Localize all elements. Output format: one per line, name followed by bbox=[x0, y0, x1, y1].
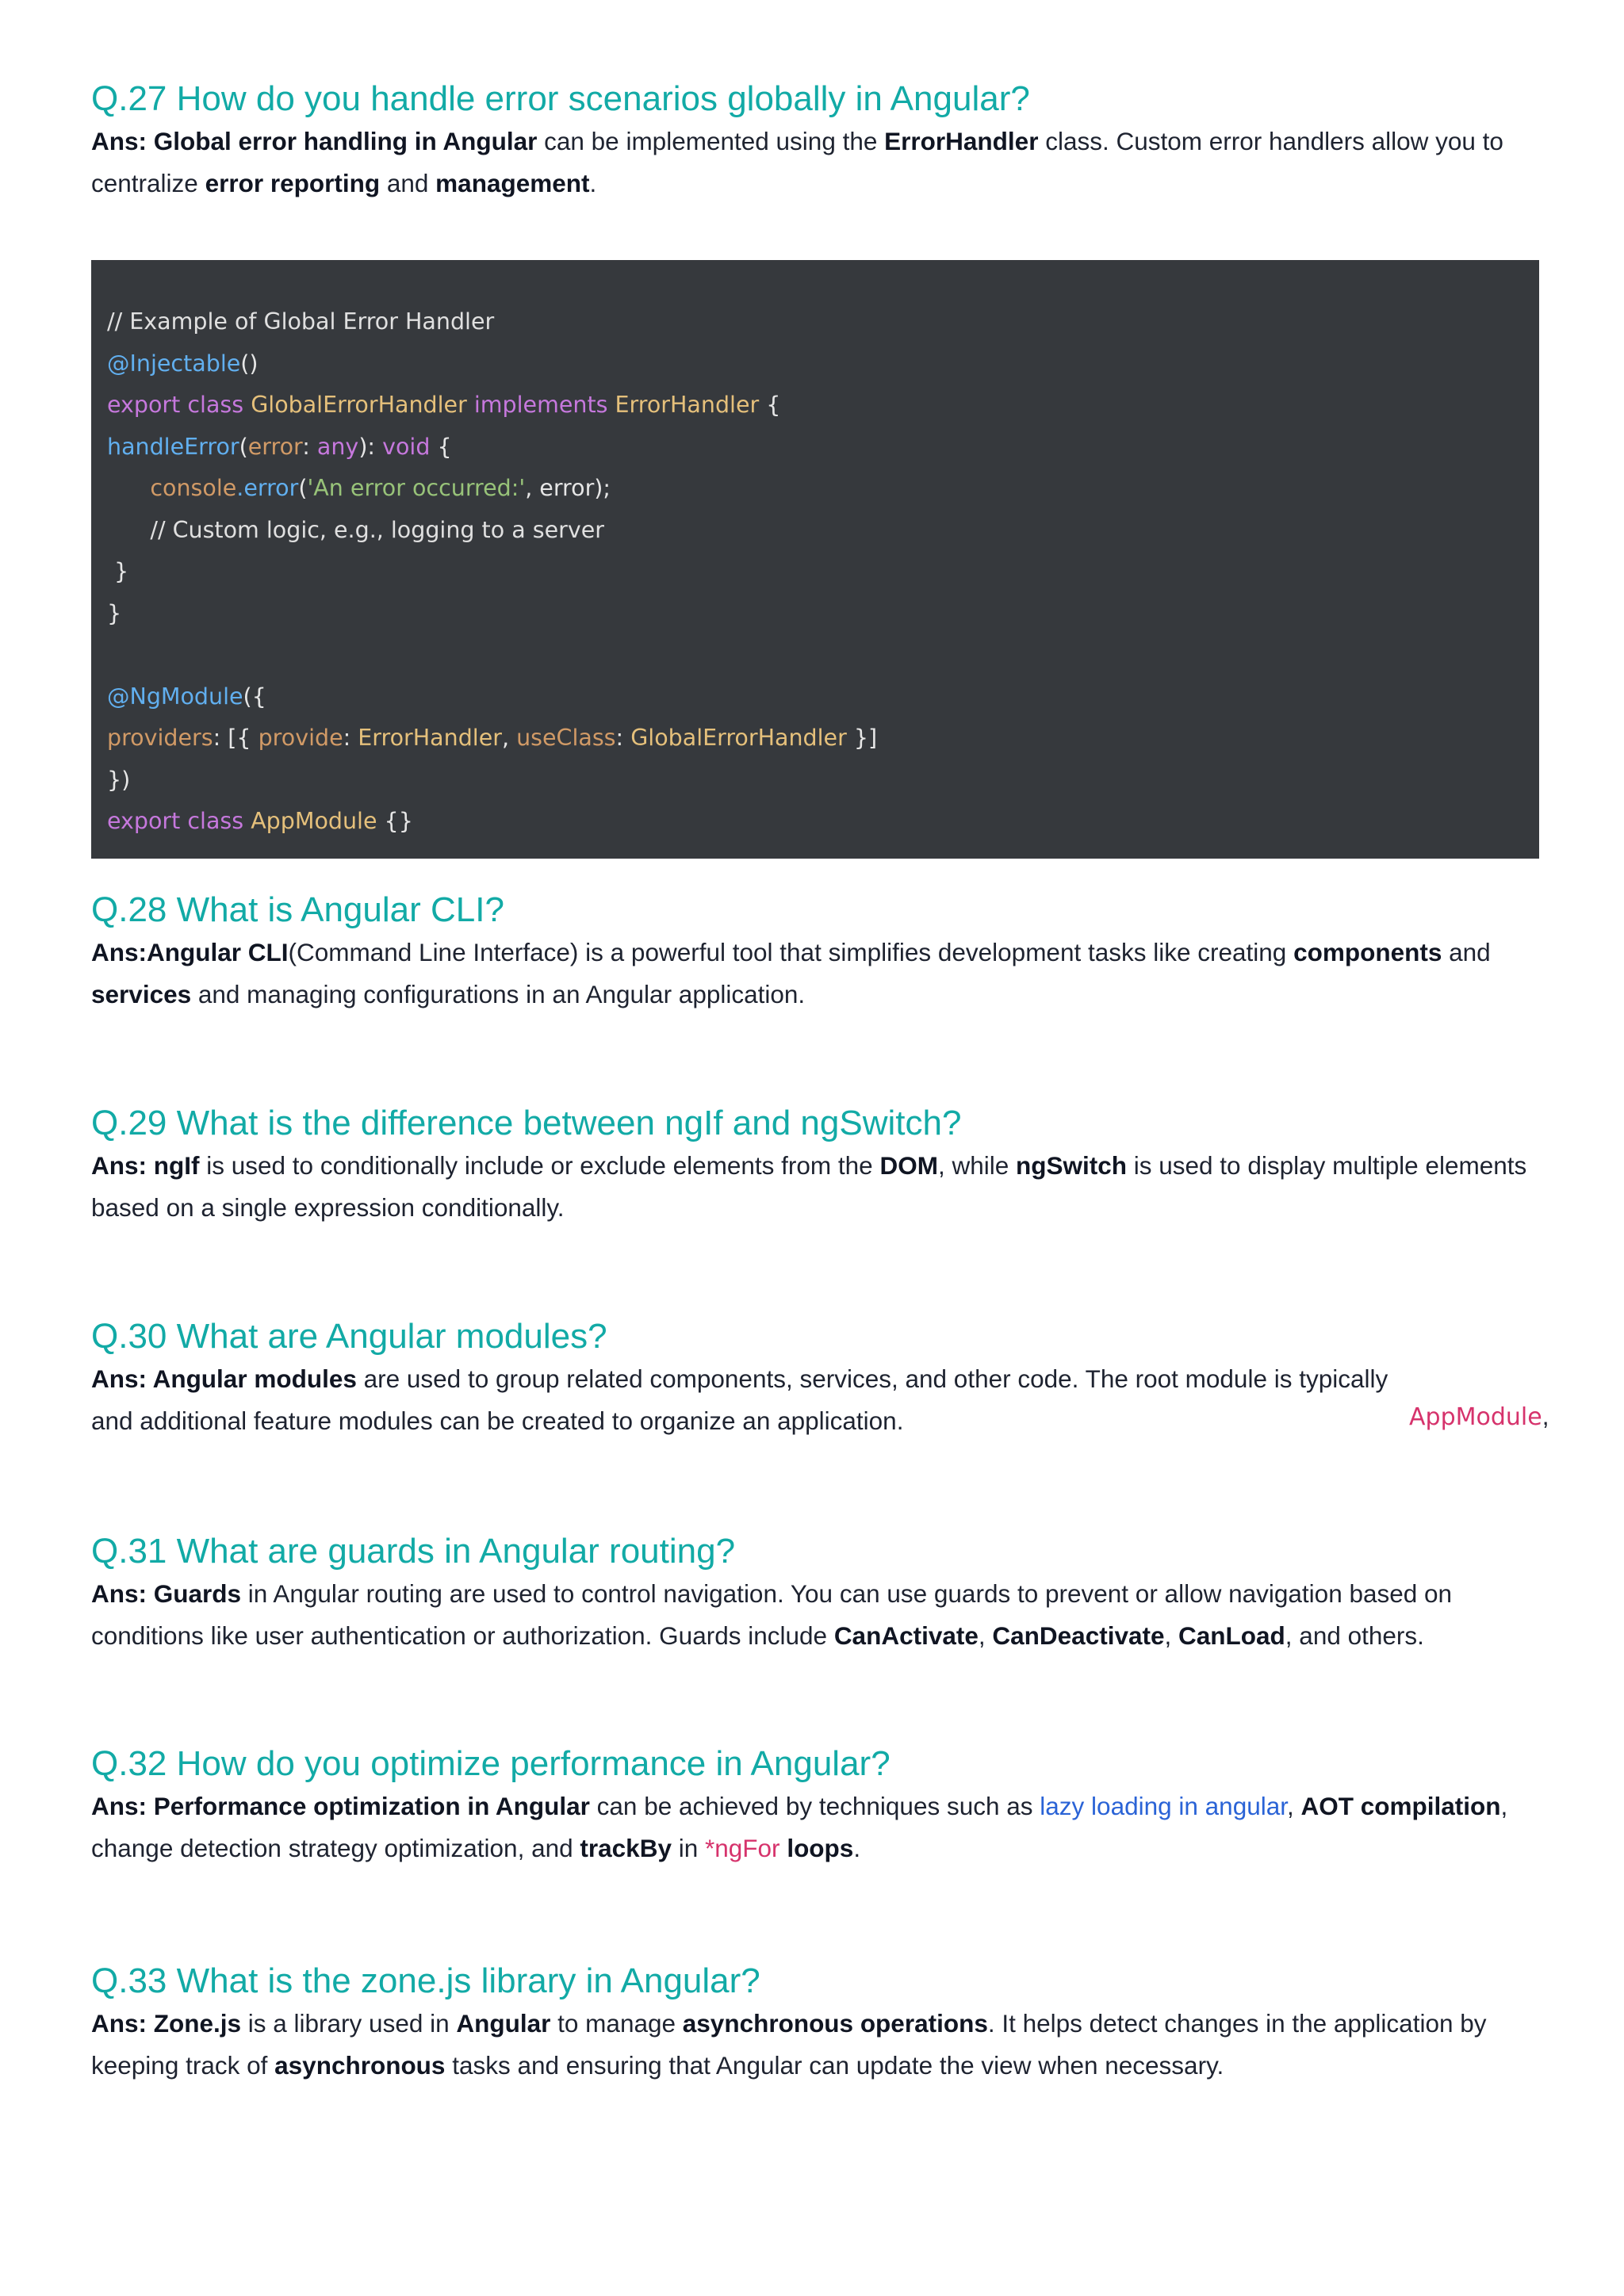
question-title: Q.31 What are guards in Angular routing? bbox=[91, 1532, 736, 1571]
answer-text: Ans: Global error handling in Angular can be implemented using the ErrorHandler class. Custom error handlers allow you to centralize error reporting and management. bbox=[91, 127, 1503, 197]
code-content: // Example of Global Error Handler @Injectable() export class GlobalErrorHandler implements ErrorHandler { handleError(error: any): void { console.error('An error occurred:', error); // Custom logic, e.g., logging to a server } } @NgModule({ providers: [{ provide: ErrorHandler, useClass: GlobalErrorHandler }] }) export class AppModule {} bbox=[107, 308, 878, 834]
question-title: Q.29 What is the difference between ngIf and ngSwitch? bbox=[91, 1104, 962, 1142]
question-title: Q.28 What is Angular CLI? bbox=[91, 890, 504, 929]
question-29 bbox=[91, 1101, 1539, 1229]
answer-text: Ans: Zone.js is a library used in Angular to manage asynchronous operations. It helps detect changes in the application by keeping track of asynchronous tasks and ensuring that Angular can update the view when necessary. bbox=[91, 2009, 1487, 2080]
answer-text: Ans:Angular CLI(Command Line Interface) is a powerful tool that simplifies development tasks like creating components and services and managing configurations in an Angular application. bbox=[91, 938, 1491, 1008]
question-title: Q.27 How do you handle error scenarios globally in Angular? bbox=[91, 79, 1030, 118]
question-title: Q.32 How do you optimize performance in Angular? bbox=[91, 1744, 891, 1783]
answer-text: Ans: Guards in Angular routing are used to control navigation. You can use guards to prevent or allow navigation based on conditions like user authentication or authorization. Guards include CanActivate, CanDeactivate, CanLoad, and others. bbox=[91, 1579, 1453, 1650]
question-28 bbox=[91, 888, 1539, 1016]
question-31 bbox=[91, 1529, 1539, 1657]
question-title: Q.30 What are Angular modules? bbox=[91, 1317, 607, 1356]
answer-text: Ans: Performance optimization in Angular can be achieved by techniques such as lazy loading in angular, AOT compilation, change detection strategy optimization, and trackBy in *ngFor loops. bbox=[91, 1792, 1508, 1862]
answer-text: Ans: ngIf is used to conditionally include or exclude elements from the DOM, while ngSwitch is used to display multiple elements based on a single expression conditionally. bbox=[91, 1151, 1527, 1222]
answer-text: Ans: Angular modules are used to group related components, services, and other code. The root module is typically and additional feature modules can be created to organize an application. bbox=[91, 1364, 1388, 1435]
question-30 bbox=[91, 1314, 1539, 1442]
appmodule-inline-code: AppModule, bbox=[1409, 1402, 1549, 1431]
code-block bbox=[91, 260, 1539, 859]
question-title: Q.33 What is the zone.js library in Angular? bbox=[91, 1961, 760, 2000]
question-32 bbox=[91, 1742, 1539, 1869]
question-27 bbox=[91, 77, 1539, 205]
question-33 bbox=[91, 1959, 1539, 2087]
ngfor-inline-code: *ngFor bbox=[705, 1834, 780, 1862]
lazy-loading-link[interactable]: lazy loading in angular bbox=[1040, 1792, 1288, 1820]
